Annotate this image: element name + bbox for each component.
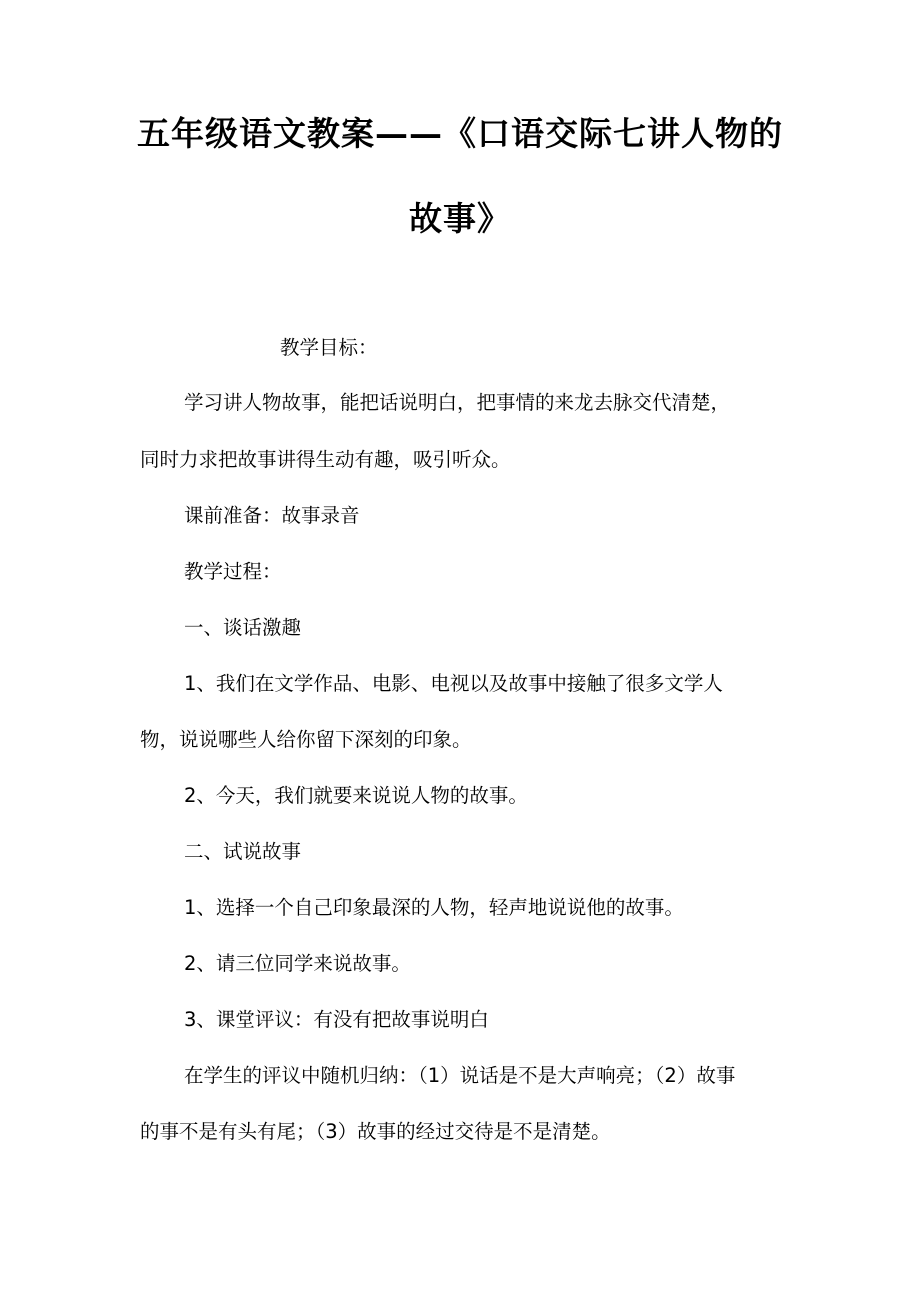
objectives-text-line-2: 同时力求把故事讲得生动有趣，吸引听众。: [140, 448, 511, 471]
objectives-heading: 教学目标：: [280, 336, 378, 359]
objectives-text-line-1: 学习讲人物故事，能把话说明白，把事情的来龙去脉交代清楚，: [184, 391, 731, 414]
section-2-item-2: 2、请三位同学来说故事。: [184, 952, 411, 975]
document-title-line-1: 五年级语文教案——《口语交际七讲人物的: [137, 114, 783, 153]
document-title-line-2: 故事》: [409, 199, 511, 238]
section-1-heading: 一、谈话激趣: [184, 616, 302, 639]
process-heading: 教学过程：: [184, 560, 282, 583]
section-1-item-1-line-1: 1、我们在文学作品、电影、电视以及故事中接触了很多文学人: [184, 672, 723, 695]
section-2-item-1: 1、选择一个自己印象最深的人物，轻声地说说他的故事。: [184, 896, 684, 919]
section-2-item-3: 3、课堂评议：有没有把故事说明白: [184, 1008, 489, 1031]
section-1-item-1-line-2: 物，说说哪些人给你留下深刻的印象。: [140, 728, 472, 751]
section-2-summary-line-2: 的事不是有头有尾；（3）故事的经过交待是不是清楚。: [140, 1120, 611, 1143]
section-1-item-2: 2、今天，我们就要来说说人物的故事。: [184, 784, 528, 807]
section-2-summary-line-1: 在学生的评议中随机归纳：（1）说话是不是大声响亮；（2）故事: [184, 1064, 736, 1087]
preparation-line: 课前准备：故事录音: [184, 504, 360, 527]
section-2-heading: 二、试说故事: [184, 840, 302, 863]
